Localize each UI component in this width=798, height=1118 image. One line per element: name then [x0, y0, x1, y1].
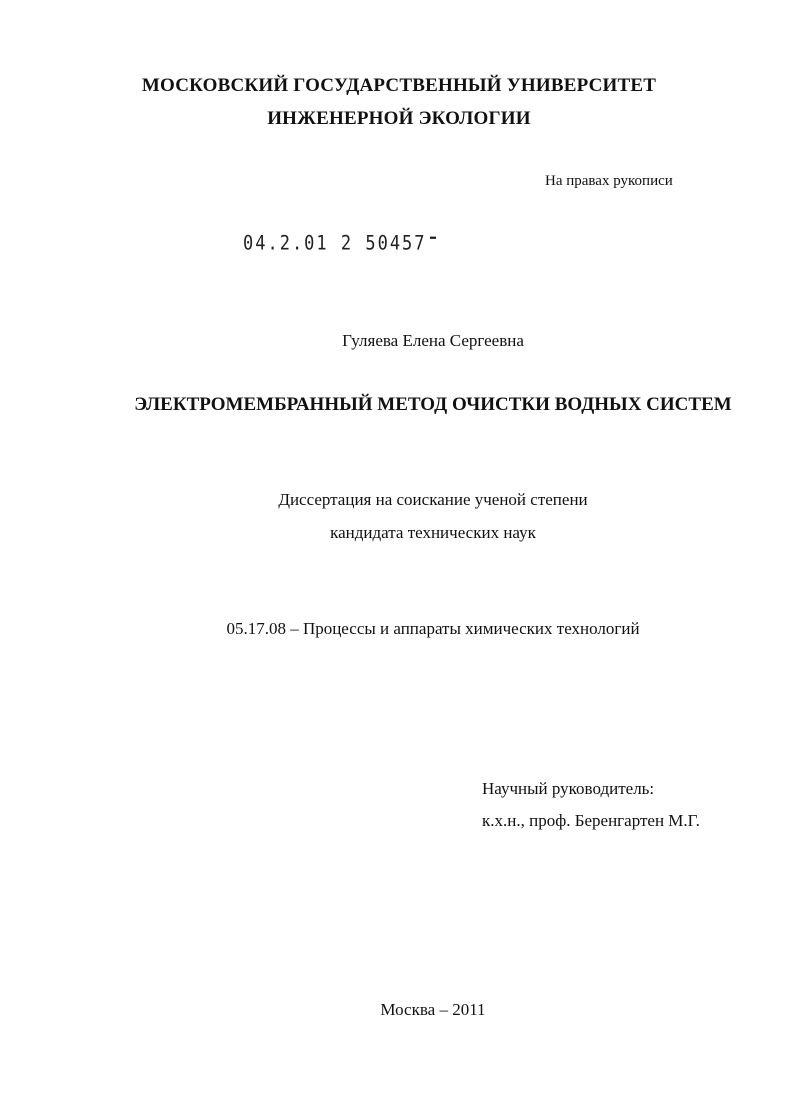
rights-note: На правах рукописи	[545, 173, 673, 189]
stamp-dash-mark	[430, 237, 436, 239]
supervisor-label: Научный руководитель:	[482, 779, 655, 798]
degree-line2: кандидата технических наук	[330, 523, 536, 542]
author-name: Гуляева Елена Сергеевна	[342, 331, 524, 350]
dissertation-title: ЭЛЕКТРОМЕМБРАННЫЙ МЕТОД ОЧИСТКИ ВОДНЫХ СИСТЕМ	[134, 394, 732, 415]
place-year: Москва – 2011	[380, 1000, 486, 1019]
supervisor-name: к.х.н., проф. Беренгартен М.Г.	[482, 811, 700, 830]
stamp-number	[243, 232, 436, 255]
degree-line1: Диссертация на соискание ученой степени	[278, 490, 588, 509]
university-name-line2: ИНЖЕНЕРНОЙ ЭКОЛОГИИ	[267, 108, 531, 129]
specialty-code: 05.17.08 – Процессы и аппараты химических технологий	[226, 619, 640, 638]
stamp-number-text: 04.2.01 2 50457	[243, 232, 427, 255]
university-name-line1: МОСКОВСКИЙ ГОСУДАРСТВЕННЫЙ УНИВЕРСИТЕТ	[141, 75, 657, 96]
